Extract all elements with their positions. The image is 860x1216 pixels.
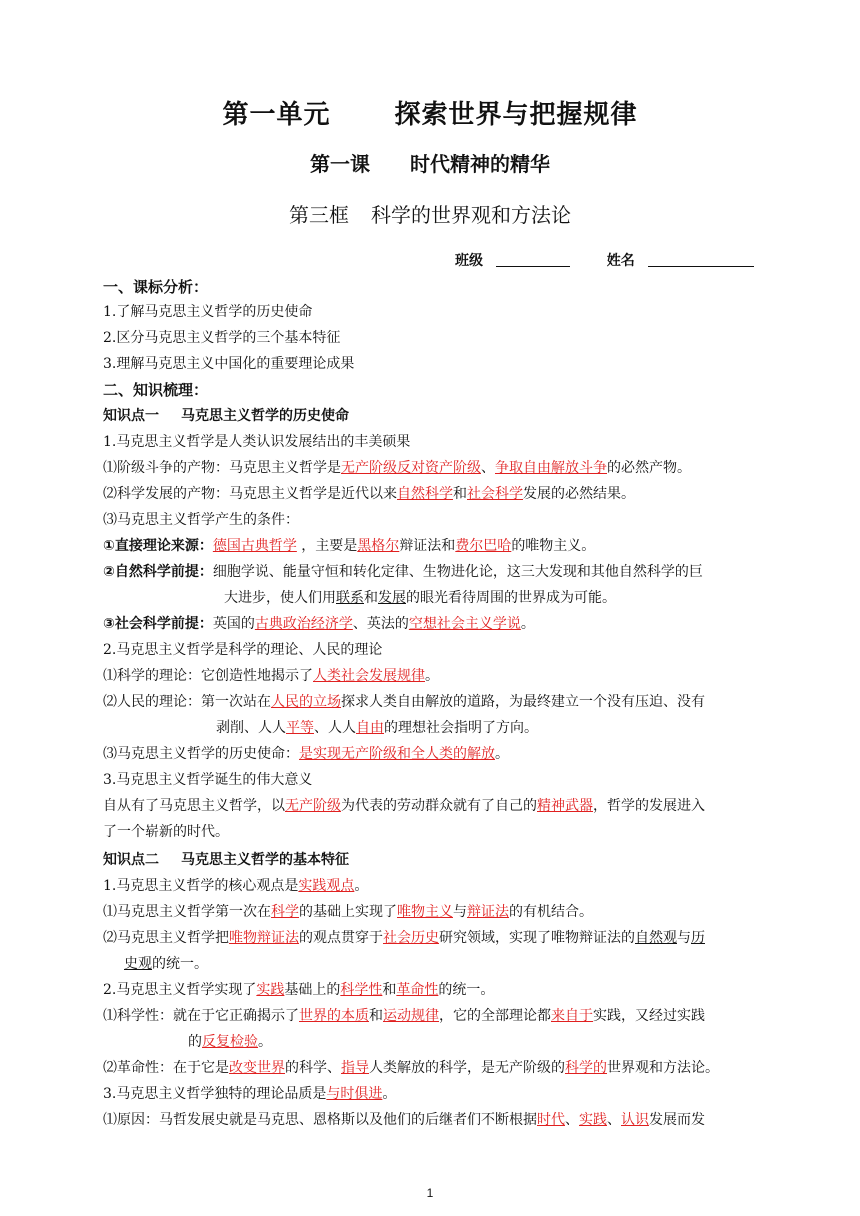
answer-span: 社会历史 <box>383 930 439 946</box>
text-line: 1.马克思主义哲学是人类认识发展结出的丰美硕果 <box>103 434 411 450</box>
answer-span: 改变世界 <box>229 1060 285 1076</box>
answer-span: 是实现无产阶级和全人类的解放 <box>299 746 495 762</box>
answer-span: 空想社会主义学说 <box>408 616 521 632</box>
text-span: 发展而发 <box>649 1112 705 1128</box>
knowledge-point-heading <box>103 406 349 426</box>
text-span: 自从有了马克思主义哲学，以 <box>103 798 285 814</box>
text-line <box>103 1006 705 1026</box>
answer-span: 人类社会发展规律 <box>313 668 425 684</box>
underlined-span: 联系 <box>336 590 364 606</box>
answer-span: 无产阶级反对资产阶级 <box>341 460 481 476</box>
text-span: 基础上的 <box>284 982 341 998</box>
unit-name: 探索世界与把握规律 <box>394 100 638 130</box>
knowledge-point-heading <box>103 850 349 870</box>
answer-span: 黑格尔 <box>357 538 400 554</box>
answer-span: 费尔巴哈 <box>455 538 512 554</box>
text-span: 。 <box>354 878 369 894</box>
answer-span: 人民的立场 <box>271 694 341 710</box>
underlined-span: 自然观 <box>635 930 677 946</box>
text-span: 。 <box>382 1086 397 1102</box>
text-span: 。 <box>495 746 509 762</box>
text-line <box>103 1058 719 1078</box>
text-span: 人类解放的科学，是无产阶级的 <box>369 1060 565 1076</box>
list-item: 1.了解马克思主义哲学的历史使命 <box>103 304 313 320</box>
frame-name: 科学的世界观和方法论 <box>371 203 571 227</box>
text-span: 和 <box>364 590 378 606</box>
text-span: ⑴科学性：就在于它正确揭示了 <box>103 1008 299 1024</box>
text-span: 研究领域，实现了唯物辩证法的 <box>439 930 635 946</box>
text-line <box>103 928 705 948</box>
text-line <box>188 1032 272 1052</box>
text-span: ⑵人民的理论：第一次站在 <box>103 694 271 710</box>
answer-span: 平等 <box>286 720 314 736</box>
frame-title <box>0 199 860 228</box>
list-item: 3.理解马克思主义中国化的重要理论成果 <box>103 356 355 372</box>
answer-span: 无产阶级 <box>285 798 341 814</box>
text-span: 发展的必然结果。 <box>523 486 635 502</box>
text-line: 了一个崭新的时代。 <box>103 824 229 840</box>
answer-span: 反复检验 <box>202 1034 258 1050</box>
text-span: 、 <box>565 1112 579 1128</box>
answer-span: 来自于 <box>551 1008 593 1024</box>
answer-span: 科学性 <box>340 982 383 998</box>
text-span: 为代表的劳动群众就有了自己的 <box>341 798 537 814</box>
answer-span: 实践观点 <box>298 878 355 894</box>
answer-span: 革命性 <box>396 982 439 998</box>
item-label: ③社会科学前提： <box>103 616 213 632</box>
text-span: 世界观和方法论。 <box>607 1060 719 1076</box>
text-line <box>103 744 509 764</box>
text-span: 的眼光看待周围的世界成为可能。 <box>406 590 616 606</box>
answer-span: 德国古典哲学 <box>212 538 297 554</box>
text-line <box>103 902 593 922</box>
lesson-label: 第一课 <box>310 152 370 176</box>
text-span: ⑴原因：马哲发展史就是马克思、恩格斯以及他们的后继者们不断根据 <box>103 1112 537 1128</box>
text-span: 1.马克思主义哲学的核心观点是 <box>103 878 299 894</box>
text-line <box>103 1110 705 1130</box>
underlined-span: 历 <box>691 930 705 946</box>
text-line <box>103 614 535 634</box>
text-span: 、人人 <box>314 720 356 736</box>
text-span: 。 <box>425 668 439 684</box>
text-span: 。 <box>258 1034 272 1050</box>
text-span: 的统一。 <box>152 956 208 972</box>
text-span: 的观点贯穿于 <box>299 930 383 946</box>
text-span: 2.马克思主义哲学实现了 <box>103 982 257 998</box>
class-blank[interactable] <box>496 252 570 267</box>
text-span: ，哲学的发展进入 <box>593 798 705 814</box>
text-line <box>124 954 208 974</box>
underlined-span: 史观 <box>124 956 152 972</box>
text-span: 与 <box>453 904 467 920</box>
text-span: 的理想社会指明了方向。 <box>384 720 538 736</box>
text-span: 的 <box>188 1034 202 1050</box>
text-line <box>103 458 691 478</box>
answer-span: 实践 <box>256 982 285 998</box>
text-line: ⑶马克思主义哲学产生的条件： <box>103 512 299 528</box>
text-span: 的统一。 <box>438 982 495 998</box>
answer-span: 辩证法 <box>467 904 509 920</box>
text-span: ，它的全部理论都 <box>439 1008 551 1024</box>
text-line <box>103 876 368 896</box>
text-span: 。 <box>520 616 535 632</box>
text-span: 的科学、 <box>285 1060 341 1076</box>
answer-span: 指导 <box>341 1060 369 1076</box>
text-line: 3.马克思主义哲学诞生的伟大意义 <box>103 772 313 788</box>
text-span: 细胞学说、能量守恒和转化定律、生物进化论，这三大发现和其他自然科学的巨 <box>212 564 703 580</box>
text-line <box>103 1084 396 1104</box>
underlined-span: 发展 <box>378 590 406 606</box>
section-heading: 一、课标分析： <box>103 278 209 296</box>
text-span: 大进步，使人们用 <box>224 590 336 606</box>
text-span: 的唯物主义。 <box>511 538 596 554</box>
answer-span: 实践 <box>579 1112 607 1128</box>
answer-span: 自然科学 <box>397 486 453 502</box>
answer-span: 时代 <box>537 1112 565 1128</box>
answer-span: 唯物主义 <box>397 904 453 920</box>
kp-title: 马克思主义哲学的基本特征 <box>181 852 349 868</box>
text-span: ⑵马克思主义哲学把 <box>103 930 229 946</box>
lesson-title <box>0 148 860 177</box>
class-name-line <box>455 250 754 270</box>
lesson-name: 时代精神的精华 <box>410 152 550 176</box>
text-span: 和 <box>453 486 467 502</box>
kp-label: 知识点一 <box>103 408 159 424</box>
unit-label: 第一单元 <box>222 100 331 130</box>
answer-span: 社会科学 <box>467 486 523 502</box>
text-line <box>103 536 595 556</box>
text-span: 的必然产物。 <box>607 460 691 476</box>
item-label: ①直接理论来源： <box>103 538 213 554</box>
text-span: 3.马克思主义哲学独特的理论品质是 <box>103 1086 327 1102</box>
answer-span: 古典政治经济学 <box>254 616 353 632</box>
section-heading: 二、知识梳理： <box>103 381 209 399</box>
text-span: 英国的 <box>212 616 255 632</box>
text-span: 实践，又经过实践 <box>593 1008 705 1024</box>
unit-title <box>0 94 860 131</box>
answer-span: 争取自由解放斗争 <box>495 460 607 476</box>
text-line <box>103 796 705 816</box>
text-span: ⑴马克思主义哲学第一次在 <box>103 904 271 920</box>
item-label: ②自然科学前提： <box>103 564 213 580</box>
text-span: ⑴科学的理论：它创造性地揭示了 <box>103 668 313 684</box>
text-span: 和 <box>369 1008 383 1024</box>
text-line <box>103 980 494 1000</box>
answer-span: 科学的 <box>565 1060 607 1076</box>
text-span: 辩证法和 <box>399 538 456 554</box>
text-line <box>103 692 705 712</box>
answer-span: 唯物辩证法 <box>229 930 299 946</box>
text-span: 、 <box>607 1112 621 1128</box>
answer-span: 世界的本质 <box>299 1008 369 1024</box>
text-span: 的基础上实现了 <box>299 904 397 920</box>
answer-span: 自由 <box>356 720 384 736</box>
text-line <box>103 484 635 504</box>
answer-span: 精神武器 <box>537 798 593 814</box>
text-span: 剥削、人人 <box>216 720 286 736</box>
text-line <box>216 718 538 738</box>
text-line <box>103 562 703 582</box>
answer-span: 科学 <box>271 904 299 920</box>
text-span: 、英法的 <box>352 616 409 632</box>
name-blank[interactable] <box>648 252 754 267</box>
text-span: ⑵革命性：在于它是 <box>103 1060 229 1076</box>
text-span: 和 <box>382 982 397 998</box>
list-item: 2.区分马克思主义哲学的三个基本特征 <box>103 330 341 346</box>
text-line <box>103 666 439 686</box>
text-span: 探求人类自由解放的道路，为最终建立一个没有压迫、没有 <box>341 694 705 710</box>
text-line <box>224 588 616 608</box>
class-label: 班级 <box>455 253 483 269</box>
text-span: ⑴阶级斗争的产物：马克思主义哲学是 <box>103 460 341 476</box>
kp-label: 知识点二 <box>103 852 159 868</box>
text-span: 、 <box>481 460 495 476</box>
page-number: 1 <box>426 1186 434 1200</box>
text-span: ⑶马克思主义哲学的历史使命： <box>103 746 299 762</box>
text-line: 2.马克思主义哲学是科学的理论、人民的理论 <box>103 642 383 658</box>
answer-span: 运动规律 <box>383 1008 439 1024</box>
text-span: ，主要是 <box>296 538 358 554</box>
kp-title: 马克思主义哲学的历史使命 <box>181 408 349 424</box>
text-span: 的有机结合。 <box>509 904 593 920</box>
name-label: 姓名 <box>606 253 635 269</box>
frame-label: 第三框 <box>289 203 349 227</box>
answer-span: 认识 <box>621 1112 649 1128</box>
text-span: ⑵科学发展的产物：马克思主义哲学是近代以来 <box>103 486 397 502</box>
answer-span: 与时俱进 <box>326 1086 383 1102</box>
text-span: 与 <box>677 930 691 946</box>
